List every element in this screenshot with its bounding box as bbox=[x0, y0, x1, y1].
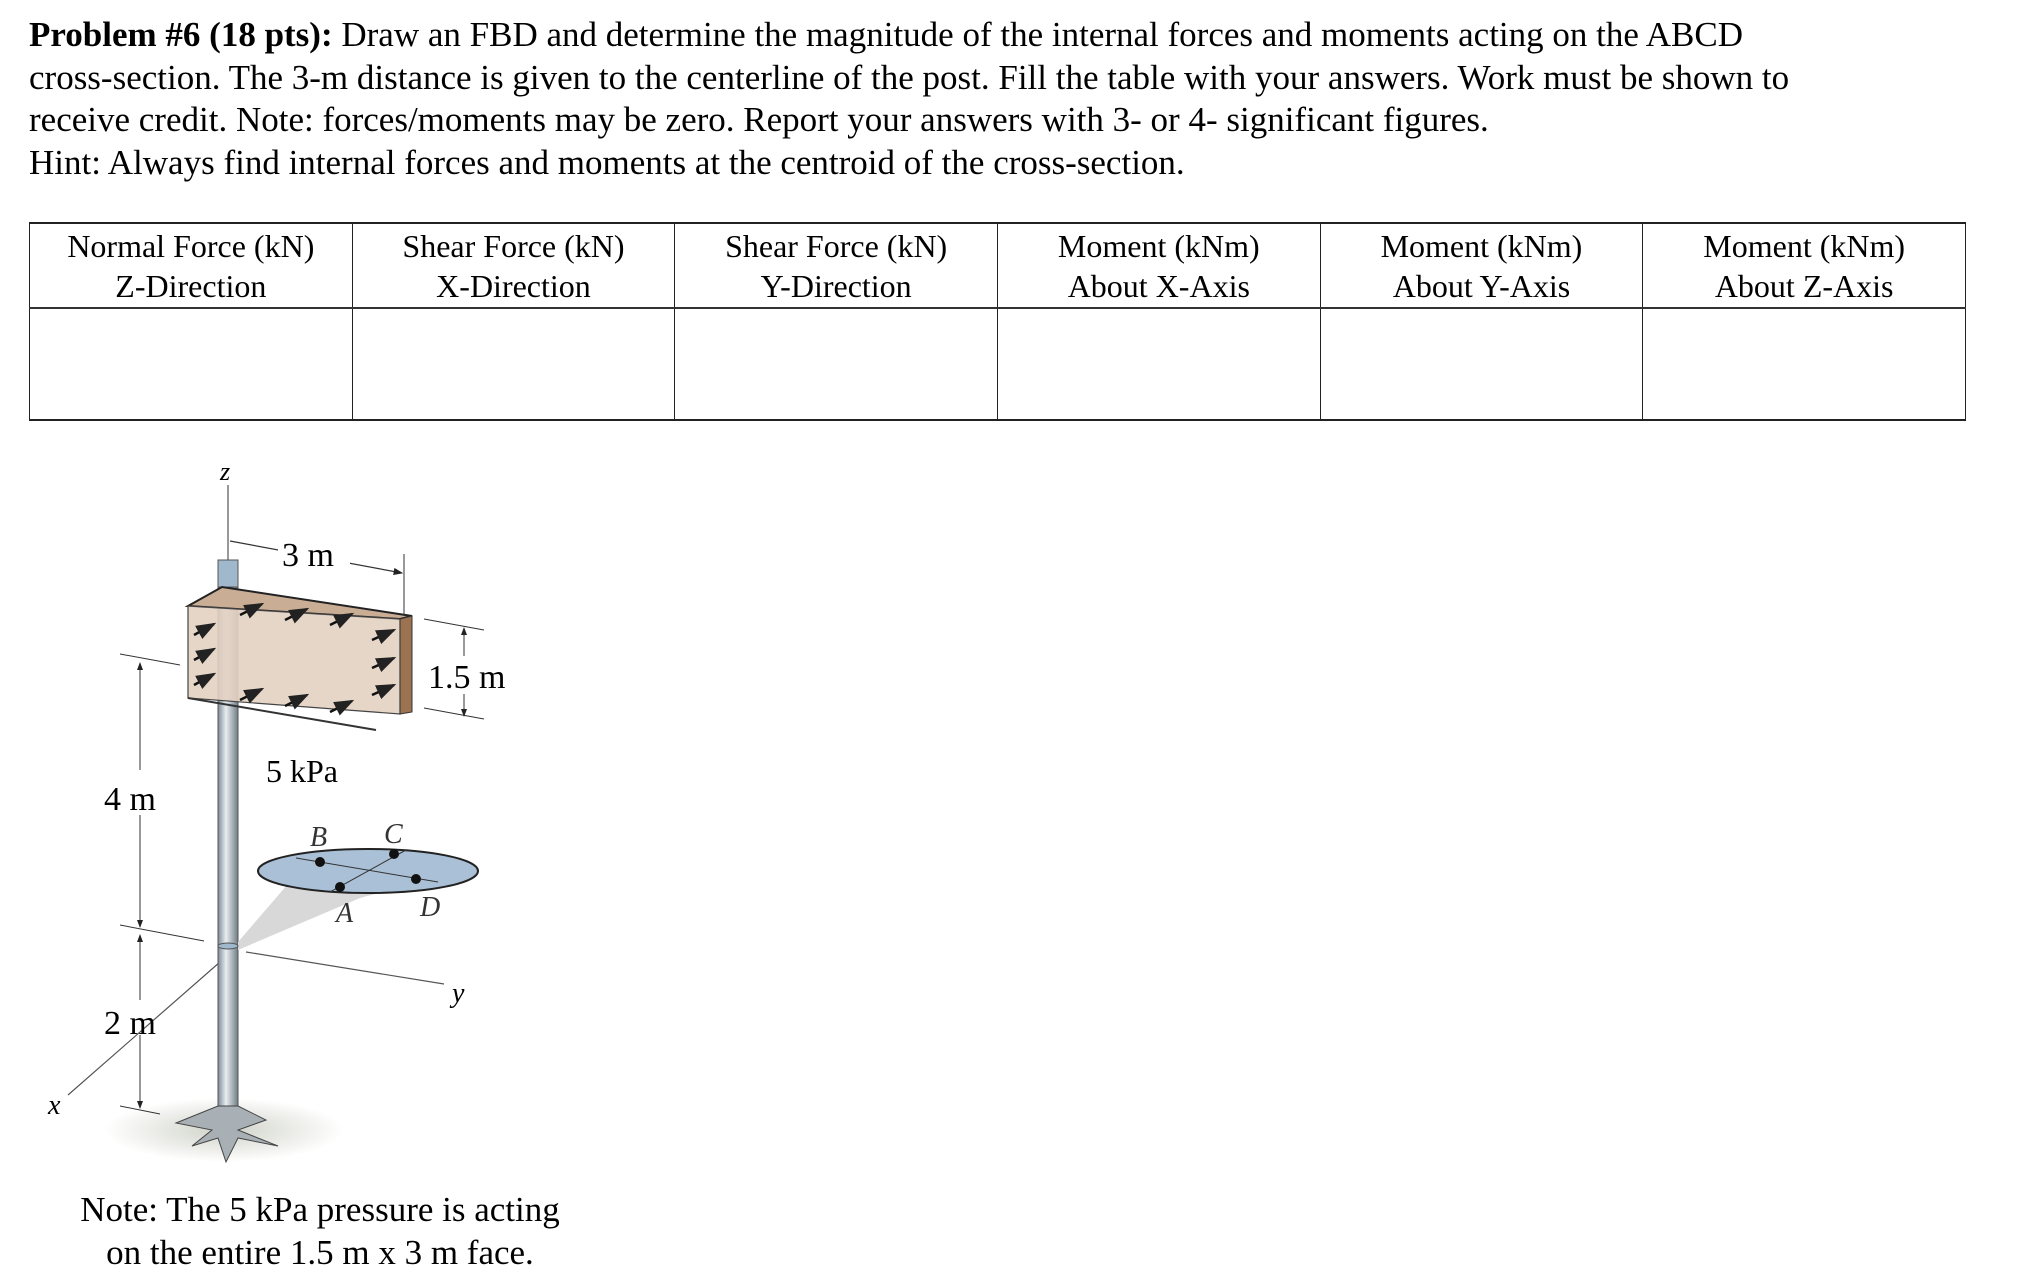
y-axis bbox=[246, 952, 444, 984]
header-moment-y: Moment (kNm) About Y-Axis bbox=[1320, 223, 1643, 308]
header-normal-z: Normal Force (kN) Z-Direction bbox=[30, 223, 353, 308]
header-shear-y: Shear Force (kN) Y-Direction bbox=[675, 223, 998, 308]
dim-4m-label: 4 m bbox=[104, 781, 156, 818]
dim-1-5m-label: 1.5 m bbox=[428, 659, 506, 696]
table-answer-row bbox=[30, 308, 1966, 420]
answer-normal-z[interactable] bbox=[30, 308, 353, 420]
problem-statement bbox=[29, 14, 1989, 184]
point-a bbox=[335, 882, 345, 892]
z-axis-label: z bbox=[220, 457, 231, 486]
problem-line-3: receive credit. Note: forces/moments may be zero. Report your answers with 3- or 4- significant figures. bbox=[29, 100, 1489, 139]
sign-front-face bbox=[188, 606, 400, 714]
label-a: A bbox=[336, 898, 354, 929]
y-axis-label: y bbox=[452, 978, 465, 1009]
problem-title: Problem #6 (18 pts): bbox=[29, 15, 333, 54]
dim-2m-label: 2 m bbox=[104, 1005, 156, 1042]
dim-1-5m-ext-bottom bbox=[424, 708, 484, 719]
point-b bbox=[315, 857, 325, 867]
answer-shear-y[interactable] bbox=[675, 308, 998, 420]
x-axis-label: x bbox=[48, 1090, 61, 1121]
label-c: C bbox=[384, 819, 403, 850]
sign-post-figure bbox=[0, 430, 620, 1210]
dim-3m-label: 3 m bbox=[282, 537, 334, 574]
problem-hint: Hint: Always find internal forces and moments at the centroid of the cross-section. bbox=[29, 142, 1185, 182]
answer-moment-y[interactable] bbox=[1320, 308, 1643, 420]
answer-table bbox=[29, 222, 1966, 421]
header-moment-x: Moment (kNm) About X-Axis bbox=[997, 223, 1320, 308]
label-d: D bbox=[420, 892, 441, 923]
answer-moment-x[interactable] bbox=[997, 308, 1320, 420]
point-d bbox=[411, 874, 421, 884]
header-shear-x: Shear Force (kN) X-Direction bbox=[352, 223, 675, 308]
label-b: B bbox=[310, 822, 328, 853]
note-line-1: Note: The 5 kPa pressure is acting bbox=[80, 1190, 560, 1229]
header-moment-z: Moment (kNm) About Z-Axis bbox=[1643, 223, 1966, 308]
answer-shear-x[interactable] bbox=[352, 308, 675, 420]
note-line-2: on the entire 1.5 m x 3 m face. bbox=[106, 1233, 534, 1272]
cut-section bbox=[218, 943, 238, 949]
table-header-row bbox=[30, 223, 1966, 308]
sign-side-face bbox=[400, 616, 412, 714]
dim-1-5m-ext-top bbox=[424, 619, 484, 630]
problem-line-2: cross-section. The 3-m distance is given to the centerline of the post. Fill the table with your answers. Work must be shown to bbox=[29, 57, 1790, 97]
dim-ext-mid bbox=[120, 925, 204, 941]
post-cap bbox=[218, 560, 238, 587]
pressure-label: 5 kPa bbox=[266, 753, 338, 789]
answer-moment-z[interactable] bbox=[1643, 308, 1966, 420]
figure-note bbox=[40, 1188, 600, 1274]
problem-line-1: Problem #6 (18 pts): Draw an FBD and determine the magnitude of the internal forces and moments acting on the ABCD bbox=[29, 15, 1743, 54]
point-c bbox=[389, 849, 399, 859]
dim-ext-top bbox=[120, 654, 180, 665]
